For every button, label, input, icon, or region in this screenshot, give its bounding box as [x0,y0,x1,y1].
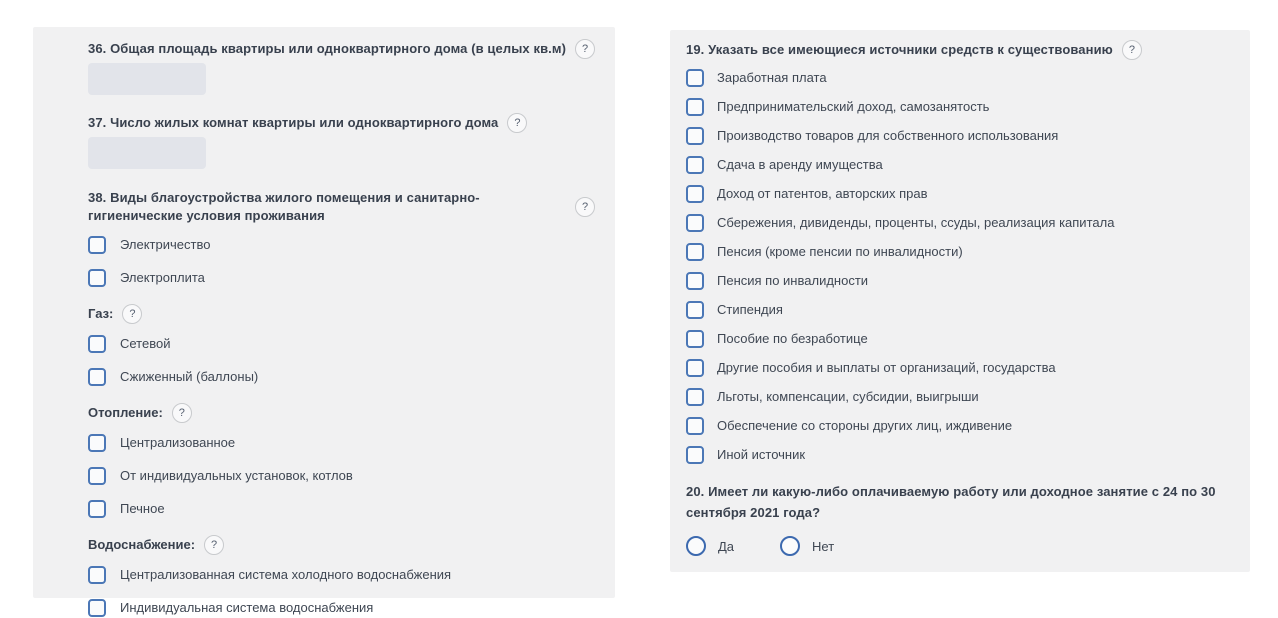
checkbox-option-savings-dividends[interactable] [686,213,1232,233]
radio-option-no[interactable] [780,536,834,556]
checkbox-option-gas-network[interactable] [88,334,595,354]
checkbox-label: Сетевой [120,336,171,351]
checkbox-icon[interactable] [686,301,704,319]
checkbox-icon[interactable] [686,185,704,203]
question-20 [686,481,1232,523]
checkbox-icon[interactable] [686,359,704,377]
housing-questions-panel [33,27,615,615]
checkbox-option-disability-pension[interactable] [686,271,1232,291]
question-20-label: 20. Имеет ли какую-либо оплачиваемую работу или доходное занятие с 24 по 30 сентября 2021 года? [686,484,1216,520]
checkbox-label: Стипендия [717,302,783,317]
checkbox-label: Пенсия по инвалидности [717,273,869,288]
checkbox-label: Сжиженный (баллоны) [120,369,259,384]
checkbox-icon[interactable] [88,368,106,386]
help-icon[interactable]: ? [122,304,142,324]
help-icon[interactable]: ? [575,197,595,217]
checkbox-icon[interactable] [88,236,106,254]
subsection-heating [88,403,595,423]
checkbox-option-pension[interactable] [686,242,1232,262]
help-icon[interactable]: ? [575,39,595,59]
checkbox-label: Печное [120,501,165,516]
subsection-gas [88,304,595,324]
checkbox-label: Централизованное [120,435,236,450]
checkbox-icon[interactable] [686,243,704,261]
checkbox-option-other-source[interactable] [686,445,1232,465]
q20-radio-group [686,535,1232,557]
checkbox-label: Сбережения, дивиденды, проценты, ссуды, реализация капитала [717,215,1115,230]
subsection-heating-label: Отопление: [88,405,163,420]
checkbox-label: Доход от патентов, авторских прав [717,186,928,201]
checkbox-icon[interactable] [88,434,106,452]
checkbox-option-patents-royalties[interactable] [686,184,1232,204]
checkbox-option-unemployment-benefit[interactable] [686,329,1232,349]
question-36 [88,39,595,59]
checkbox-option-subsidies-winnings[interactable] [686,387,1232,407]
checkbox-label: Производство товаров для собственного использования [717,128,1059,143]
checkbox-icon[interactable] [686,388,704,406]
checkbox-label: Сдача в аренду имущества [717,157,883,172]
checkbox-label: Иной источник [717,447,806,462]
radio-label-yes: Да [718,538,735,554]
checkbox-option-other-benefits[interactable] [686,358,1232,378]
checkbox-label: Заработная плата [717,70,827,85]
checkbox-option-heating-central[interactable] [88,433,595,453]
checkbox-icon[interactable] [686,272,704,290]
checkbox-icon[interactable] [88,269,106,287]
checkbox-icon[interactable] [686,127,704,145]
question-38-label: 38. Виды благоустройства жилого помещения и санитарно-гигиенические условия проживания [88,190,480,223]
question-36-label: 36. Общая площадь квартиры или одноквартирного дома (в целых кв.м) [88,41,567,56]
subsection-water-supply-label: Водоснабжение: [88,537,196,552]
checkbox-option-scholarship[interactable] [686,300,1232,320]
question-19 [686,40,1232,60]
radio-label-no: Нет [812,538,835,554]
checkbox-icon[interactable] [88,335,106,353]
checkbox-icon[interactable] [88,599,106,617]
checkbox-option-dependency[interactable] [686,416,1232,436]
checkbox-icon[interactable] [686,98,704,116]
checkbox-icon[interactable] [686,446,704,464]
checkbox-option-business-income[interactable] [686,97,1232,117]
checkbox-label: Электричество [120,237,211,252]
checkbox-option-electric-stove[interactable] [88,268,595,288]
subsection-water-supply [88,535,595,555]
question-37-label: 37. Число жилых комнат квартиры или одноквартирного дома [88,115,499,130]
checkbox-option-electricity[interactable] [88,235,595,255]
checkbox-label: Предпринимательский доход, самозанятость [717,99,990,114]
radio-option-yes[interactable] [686,536,734,556]
checkbox-option-heating-stove[interactable] [88,499,595,519]
checkbox-label: Льготы, компенсации, субсидии, выигрыши [717,389,979,404]
checkbox-icon[interactable] [686,417,704,435]
checkbox-option-water-central[interactable] [88,565,595,585]
checkbox-label: Пенсия (кроме пенсии по инвалидности) [717,244,963,259]
help-icon[interactable]: ? [1122,40,1142,60]
subsection-gas-label: Газ: [88,306,114,321]
checkbox-option-own-production[interactable] [686,126,1232,146]
checkbox-option-water-individual[interactable] [88,598,595,618]
checkbox-option-gas-liquefied[interactable] [88,367,595,387]
help-icon[interactable]: ? [172,403,192,423]
income-questions-panel [670,30,1250,572]
checkbox-label: Другие пособия и выплаты от организаций, государства [717,360,1056,375]
checkbox-label: Электроплита [120,270,205,285]
checkbox-icon[interactable] [686,69,704,87]
checkbox-icon[interactable] [88,566,106,584]
radio-icon[interactable] [780,536,800,556]
checkbox-option-salary[interactable] [686,68,1232,88]
q36-total-area-input[interactable] [88,63,206,95]
checkbox-icon[interactable] [686,214,704,232]
checkbox-label: От индивидуальных установок, котлов [120,468,353,483]
checkbox-option-property-rent[interactable] [686,155,1232,175]
checkbox-icon[interactable] [686,330,704,348]
checkbox-icon[interactable] [88,500,106,518]
radio-icon[interactable] [686,536,706,556]
question-19-label: 19. Указать все имеющиеся источники средств к существованию [686,42,1113,57]
checkbox-label: Индивидуальная система водоснабжения [120,600,374,615]
checkbox-label: Обеспечение со стороны других лиц, иждивение [717,418,1013,433]
help-icon[interactable]: ? [204,535,224,555]
question-38 [88,189,595,225]
q37-rooms-count-input[interactable] [88,137,206,169]
checkbox-icon[interactable] [686,156,704,174]
checkbox-label: Централизованная система холодного водоснабжения [120,567,452,582]
help-icon[interactable]: ? [507,113,527,133]
checkbox-icon[interactable] [88,467,106,485]
checkbox-label: Пособие по безработице [717,331,868,346]
checkbox-option-heating-individual[interactable] [88,466,595,486]
question-37 [88,113,595,133]
